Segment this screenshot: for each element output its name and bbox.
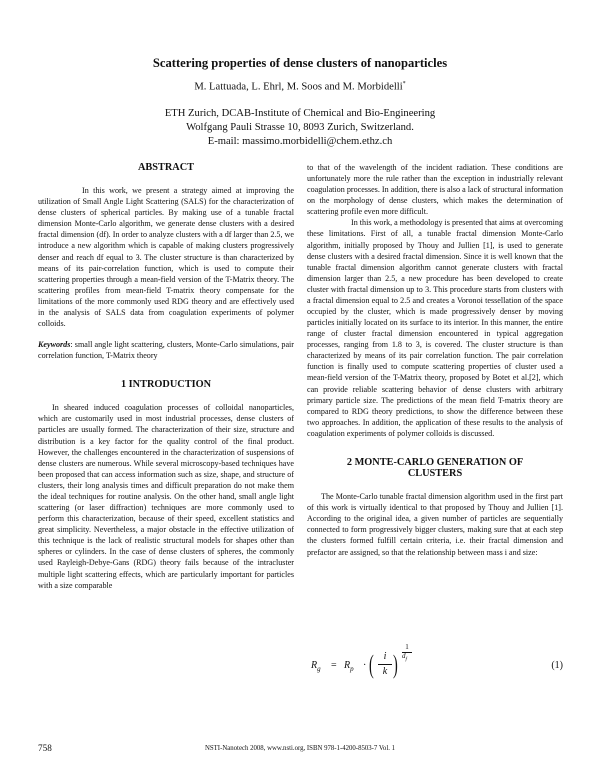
authors-text: M. Lattuada, L. Ehrl, M. Soos and M. Morbidelli bbox=[194, 81, 403, 93]
keywords-label: Keywords bbox=[38, 340, 71, 350]
section-1-heading: 1 INTRODUCTION bbox=[120, 379, 212, 391]
intro-continued-paragraph: to that of the wavelength of the incident radiation. These conditions are unfortunately more the rule rather than the exception in industrially relevant coagulation processes. In addition, there is also a lack of structural information on the morphology of dense clusters, which makes the determination of scattering profile even more difficult. bbox=[307, 163, 563, 217]
abstract-text: In this work, we present a strategy aimed at improving the utilization of Small Angle Light Scattering (SALS) for the characterization of dense clusters of spherical particles. By making use of a tunable fractal dimension Monte-Carlo algorithm, we generate dense clusters with a desired fractal dimension (df). In order to analyze clusters with a df larger than 2.5, we introduce a new algorithm which is capable of making clusters progressively denser and reach df equal to 3. The cluster structure is than characterized by means of its pair-correlation function, which is used to compute their scattering properties through a mean-field version of the T-Matrix theory. The scattering profiles from mean-field T-matrix theory compensate for the limitations of the more commonly used RDG theory and are effectively used in the analysis of SALS data from coagulation experiments of polymer colloids. bbox=[38, 186, 294, 329]
affiliation-email: E-mail: massimo.morbidelli@chem.ethz.ch bbox=[207, 136, 393, 147]
corresponding-author-mark: * bbox=[402, 81, 406, 87]
paper-title: Scattering properties of dense clusters of nanoparticles bbox=[152, 56, 448, 70]
section-2-text: The Monte-Carlo tunable fractal dimension algorithm used in the first part of this work is virtually identical to that proposed by Thouy and Jullien [1]. According to the original idea, a given number of particles are sequentially connected to form progressively bigger clusters, making sure that at each step the clusters formed fulfill certain criteria, i.e. their fractal dimension and prefactor are assigned, so that the relationship between mass i and size: bbox=[307, 492, 563, 557]
page-number: 758 bbox=[38, 743, 52, 753]
equation-denominator: k bbox=[382, 666, 388, 677]
section-2-heading-line-2: CLUSTERS bbox=[407, 468, 463, 480]
intro-methodology-paragraph: In this work, a methodology is presented that aims at overcoming these limitations. First of all, a tunable fractal dimension Monte-Carlo algorithm, initially proposed by Thouy and Jullien [1], is used to generate dense clusters with a desired fractal dimension. Since it is well known that the tunable fractal dimension algorithm cannot generate clusters with fractal dimension larger than 2.5, a new procedure has been developed to create cluster with fractal dimension up to 3. This procedure starts from clusters with a fractal dimension equal to 2.5 and creates a Voronoi tessellation of the space occupied by the cluster, which is made progressively denser by moving particles initially located on its surface to its interior. In this manner, the entire range of cluster fractal dimension encountered in typical aggregation processes, ranging from 1.8 to 3, is covered. The cluster structure is than characterized by means of its pair correlation function. The pair correlation function is finally used to compute scattering properties of cluster used a mean-field version of the T-Matrix theory, proposed by Botet et al.[2], which can provide reliable scattering behavior of dense clusters with arbitrary primary particle size. The predictions of the mean field T-matrix theory are compared to RDG theory predictions, to show the difference between these two approaches. In addition, the application of these results to the analysis of coagulation experiments of polymer colloids is discussed. bbox=[307, 218, 563, 438]
equation-fraction-bar bbox=[378, 664, 392, 665]
affiliation-line-2: Wolfgang Pauli Strasse 10, 8093 Zurich, Switzerland. bbox=[186, 122, 414, 133]
section-2-heading-line-1: 2 MONTE-CARLO GENERATION OF bbox=[346, 456, 524, 468]
left-column bbox=[38, 162, 294, 591]
equation-number: (1) bbox=[551, 660, 563, 671]
equation-right-paren: ) bbox=[393, 650, 398, 679]
equation-exponent-denominator: $d_f$ bbox=[402, 652, 407, 663]
right-column bbox=[307, 162, 563, 558]
equation-lhs: $R_g$ bbox=[311, 660, 321, 673]
equation-numerator: i bbox=[383, 651, 387, 662]
abstract-heading: ABSTRACT bbox=[137, 162, 195, 173]
equation-rhs: $R_p$ bbox=[344, 660, 354, 673]
section-1-text: In sheared induced coagulation processes of colloidal nanoparticles, which are customarily used in most industrial processes, dense clusters of particles are usually formed. The characterization of their size, structure and distribution is a key factor for the quality control of the final product. However, the challenges encountered in the characterization of suspensions of dense clusters are numerous. While several microscopy-based techniques have been proposed that can access information such as size, shape, and structure of clusters, their long analysis times and difficult preparation do not make them the ideal techniques for routine analysis. On the other hand, small angle light scattering (or laser diffraction) techniques are more commonly used to perform this characterization, because of their speed, excellent statistics and great simplicity. Nevertheless, a major obstacle in the effective utilization of this technique is the lack of realistic structural models for shapes other than spheres or cylinders. In the case of dense clusters of spheres, the commonly used Rayleigh-Debye-Gans (RDG) theory fails because of the intracluster multiple light scattering effects, which are particularly important for particles with a size comparable bbox=[38, 403, 294, 590]
keywords-text: : small angle light scattering, clusters, Monte-Carlo simulations, pair correlation function, T-Matrix theory bbox=[38, 340, 294, 361]
affiliation-line-1: ETH Zurich, DCAB-Institute of Chemical and Bio-Engineering bbox=[164, 108, 436, 119]
equation-exponent-numerator: 1 bbox=[405, 643, 409, 651]
equation-dot: · bbox=[363, 660, 367, 671]
keywords-paragraph bbox=[38, 339, 294, 361]
author-list bbox=[0, 81, 600, 93]
page-footer: NSTI-Nanotech 2008, www.nsti.org, ISBN 978-1-4200-8503-7 Vol. 1 bbox=[204, 745, 396, 752]
equation-1 bbox=[311, 643, 563, 698]
equation-equals: = bbox=[331, 660, 337, 671]
equation-left-paren: ( bbox=[369, 650, 374, 679]
